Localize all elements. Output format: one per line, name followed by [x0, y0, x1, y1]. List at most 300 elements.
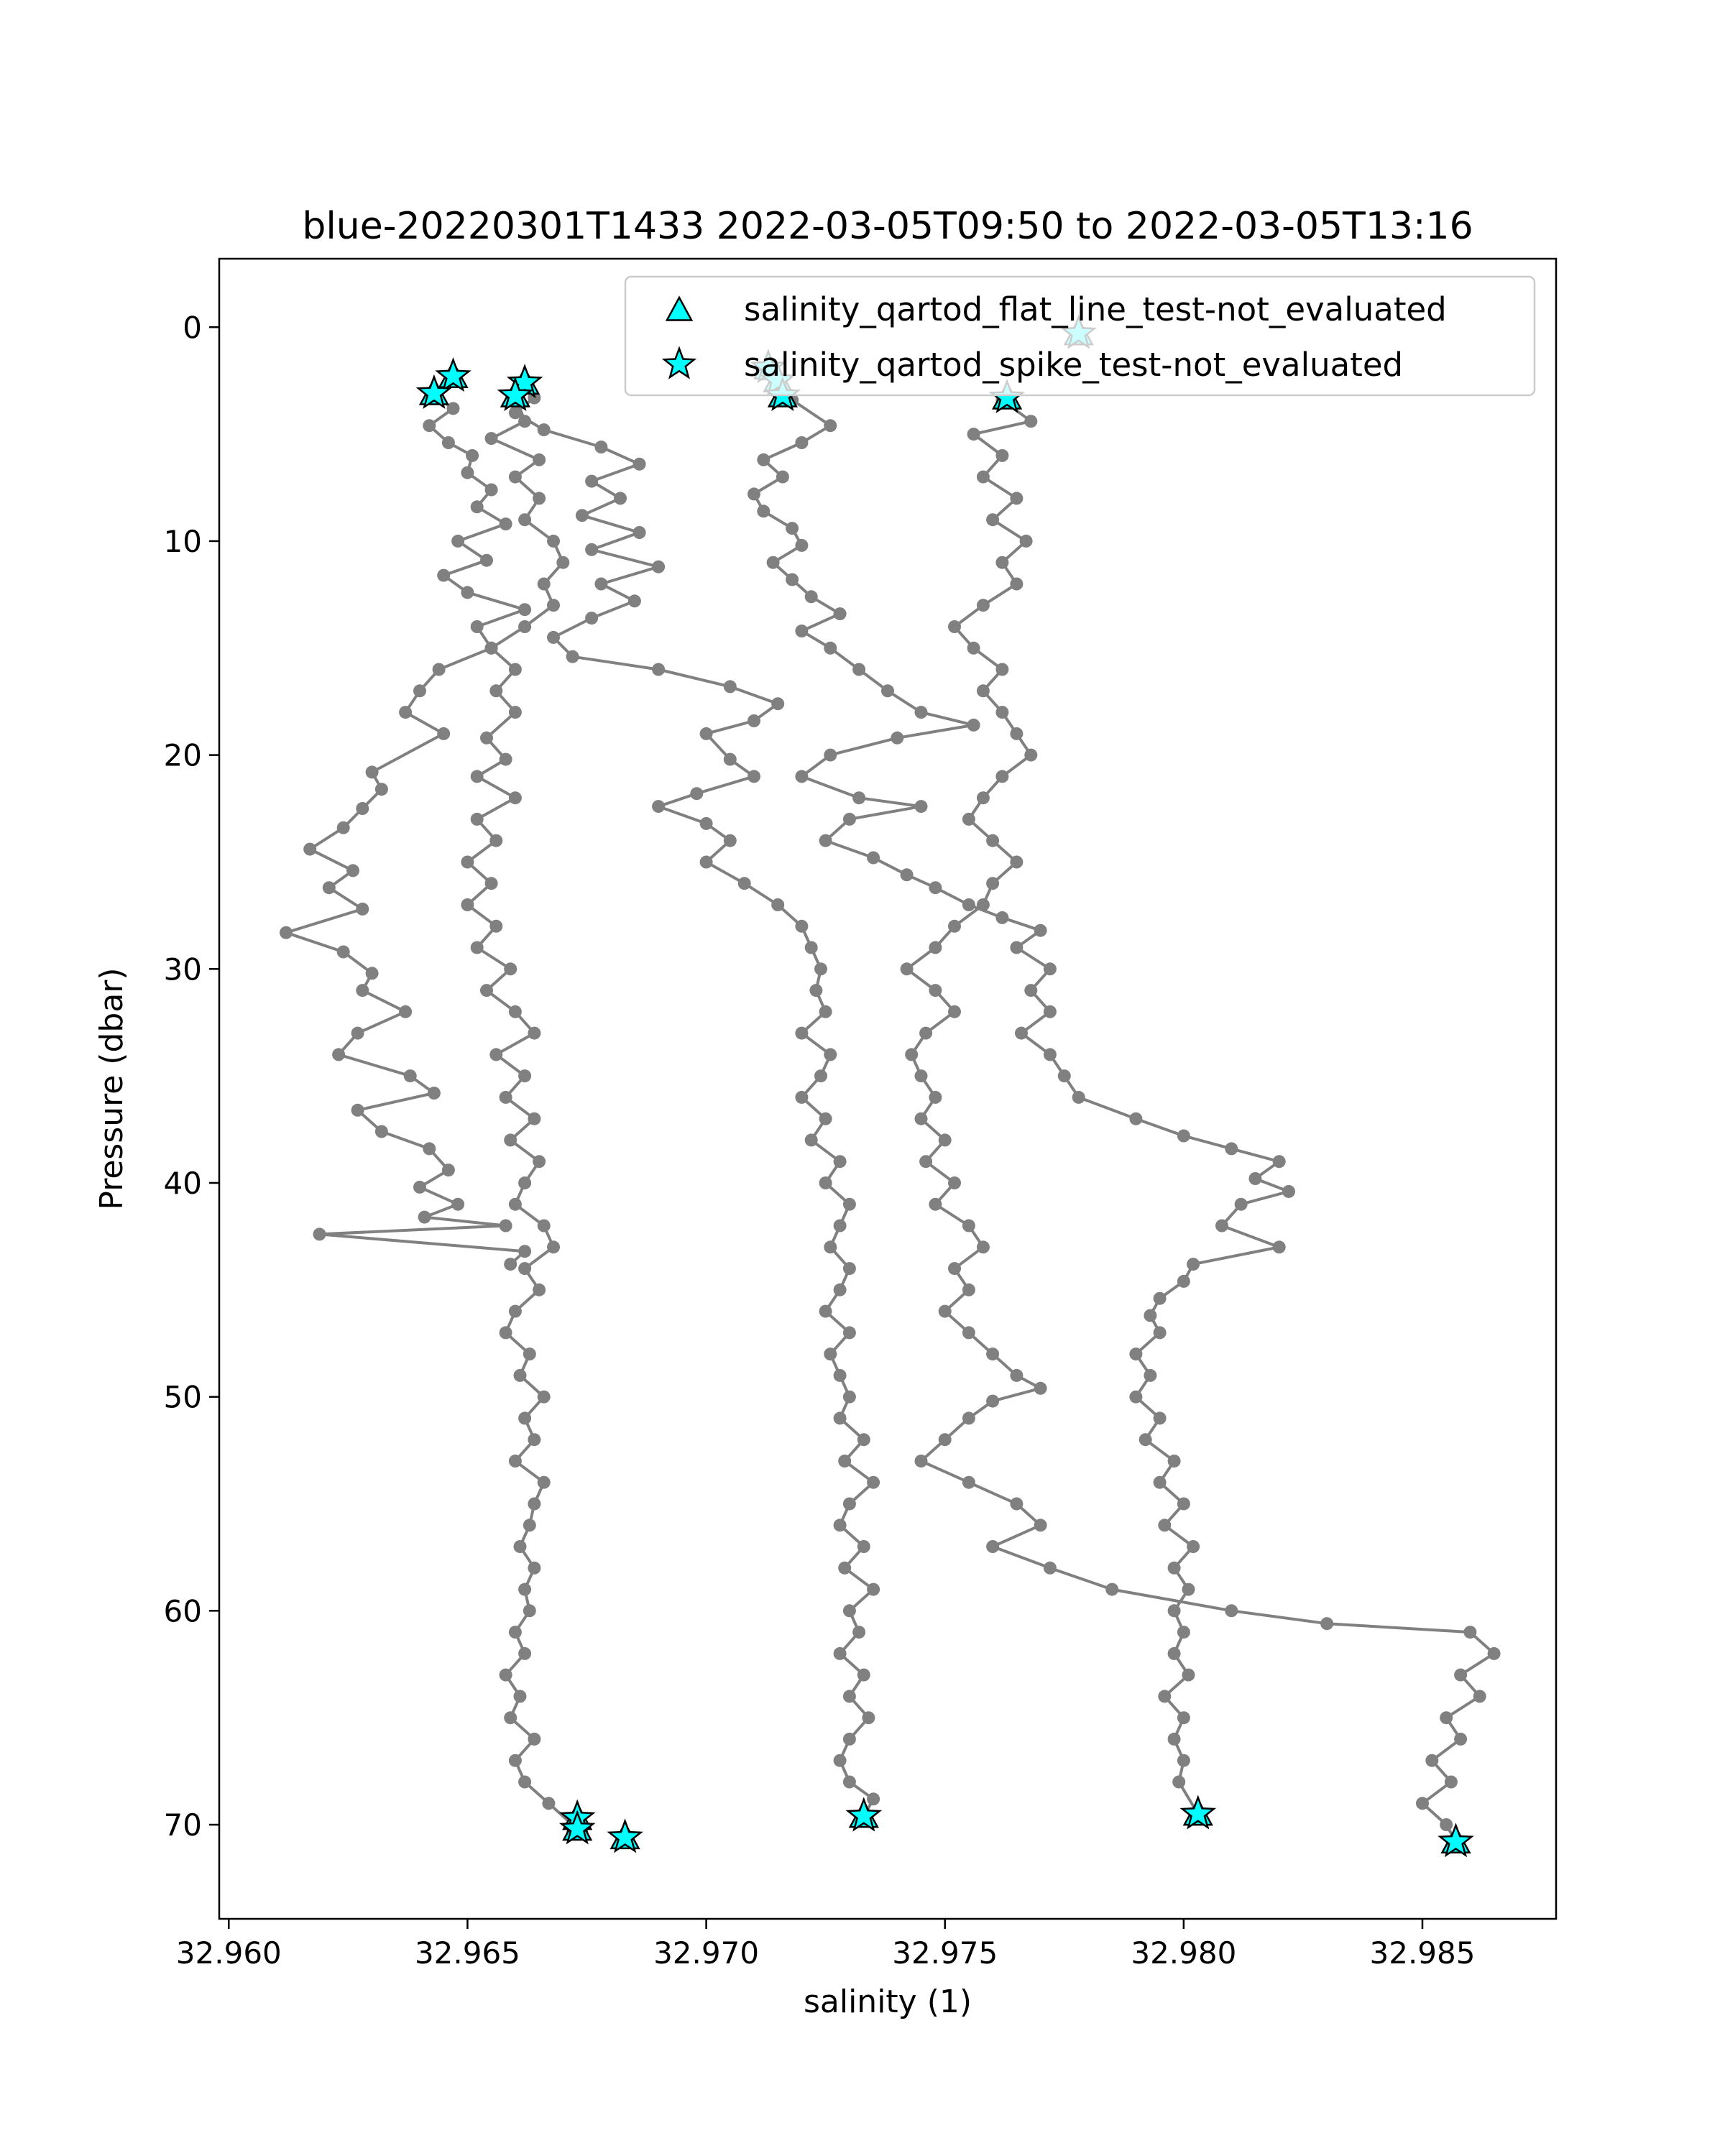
profile-point: [337, 946, 350, 959]
profile-point: [1010, 941, 1023, 954]
legend-label: salinity_qartod_spike_test-not_evaluated: [744, 346, 1404, 384]
profile-point: [538, 1476, 551, 1489]
y-tick-label: 20: [163, 737, 202, 773]
profile-point: [485, 432, 498, 445]
profile-point: [518, 1069, 531, 1082]
profile-point: [843, 1604, 856, 1617]
profile-point: [795, 539, 808, 552]
profile-point: [1282, 1185, 1295, 1198]
profile-point: [504, 1133, 517, 1146]
profile-point: [1010, 727, 1023, 740]
profile-point: [852, 1626, 865, 1639]
profile-point: [533, 453, 546, 466]
profile-point: [977, 599, 990, 612]
profile-point: [939, 1133, 952, 1146]
profile-point: [1158, 1519, 1171, 1531]
profile-point: [518, 620, 531, 633]
profile-point: [528, 1733, 540, 1746]
profile-point: [834, 1155, 847, 1168]
profile-point: [834, 1220, 847, 1233]
profile-point: [995, 556, 1008, 569]
profile-point: [1187, 1258, 1200, 1271]
profile-point: [948, 1262, 961, 1275]
profile-point: [995, 449, 1008, 462]
profile-point: [471, 770, 484, 783]
profile-point: [1416, 1797, 1429, 1810]
profile-point: [509, 1754, 522, 1767]
profile-point: [509, 1005, 522, 1018]
profile-point: [862, 1711, 875, 1724]
profile-point: [514, 1690, 527, 1703]
profile-point: [1463, 1626, 1476, 1639]
profile-point: [757, 505, 770, 517]
y-tick-label: 60: [163, 1593, 202, 1629]
profile-point: [509, 706, 522, 719]
profile-point: [1172, 1776, 1185, 1789]
profile-point: [518, 1776, 531, 1789]
profile-point: [901, 962, 914, 975]
profile-point: [929, 984, 942, 997]
profile-point: [538, 1220, 551, 1233]
y-tick-label: 10: [163, 523, 202, 559]
profile-point: [547, 599, 560, 612]
profile-point: [948, 1176, 961, 1189]
profile-point: [500, 517, 512, 530]
profile-point: [776, 471, 789, 484]
profile-point: [509, 663, 522, 676]
profile-point: [514, 1369, 527, 1382]
profile-point: [948, 620, 961, 633]
profile-point: [489, 920, 502, 933]
profile-point: [1273, 1155, 1286, 1168]
profile-point: [485, 877, 498, 890]
profile-point: [1177, 1754, 1190, 1767]
profile-point: [542, 1797, 555, 1810]
profile-point: [1425, 1754, 1438, 1767]
profile-point: [771, 697, 784, 710]
profile-point: [533, 1155, 546, 1168]
profile-point: [485, 484, 498, 497]
profile-point: [843, 1262, 856, 1275]
profile-point: [351, 1027, 364, 1040]
profile-point: [857, 1540, 870, 1553]
profile-point: [485, 642, 498, 655]
profile-point: [518, 513, 531, 526]
profile-point: [1215, 1220, 1228, 1233]
profile-point: [538, 423, 551, 436]
profile-point: [1044, 1562, 1057, 1575]
profile-point: [1168, 1455, 1181, 1468]
profile-point: [867, 1583, 880, 1596]
profile-point: [528, 1027, 540, 1040]
profile-point: [303, 843, 316, 856]
profile-point: [518, 1647, 531, 1660]
profile-point: [814, 962, 827, 975]
profile-point: [834, 1369, 847, 1382]
profile-point: [967, 428, 980, 441]
profile-point: [995, 706, 1008, 719]
profile-point: [428, 1087, 441, 1100]
profile-point: [767, 556, 780, 569]
profile-point: [948, 920, 961, 933]
profile-point: [843, 1391, 856, 1404]
profile-point: [594, 578, 607, 591]
profile-point: [518, 603, 531, 616]
profile-point: [500, 1326, 512, 1339]
profile-point: [1129, 1112, 1142, 1125]
profile-point: [962, 1284, 975, 1296]
profile-point: [1034, 924, 1047, 937]
profile-point: [795, 770, 808, 783]
profile-point: [824, 749, 837, 762]
profile-point: [1235, 1198, 1248, 1211]
profile-point: [1034, 1519, 1047, 1531]
profile-point: [834, 607, 847, 620]
profile-point: [1182, 1583, 1195, 1596]
profile-point: [824, 1240, 837, 1253]
profile-point: [1129, 1348, 1142, 1360]
profile-point: [915, 1112, 928, 1125]
profile-point: [451, 1198, 464, 1211]
profile-point: [700, 817, 713, 830]
profile-point: [1187, 1540, 1200, 1553]
profile-point: [724, 834, 737, 847]
profile-point: [366, 967, 379, 980]
profile-point: [500, 1669, 512, 1682]
profile-point: [523, 1519, 536, 1531]
profile-point: [986, 1540, 999, 1553]
profile-point: [1154, 1326, 1167, 1339]
profile-point: [423, 1142, 436, 1155]
profile-point: [834, 1411, 847, 1424]
y-axis-label: Pressure (dbar): [93, 967, 130, 1210]
profile-point: [1177, 1711, 1190, 1724]
y-tick-label: 50: [163, 1379, 202, 1415]
profile-point: [471, 941, 484, 954]
profile-point: [1225, 1142, 1238, 1155]
profile-point: [471, 620, 484, 633]
profile-point: [962, 813, 975, 826]
profile-point: [442, 1164, 455, 1176]
profile-point: [500, 1091, 512, 1104]
profile-point: [805, 590, 818, 603]
profile-point: [805, 1133, 818, 1146]
profile-point: [977, 1240, 990, 1253]
profile-point: [948, 1005, 961, 1018]
profile-point: [594, 441, 607, 453]
profile-point: [1168, 1647, 1181, 1660]
profile-point: [852, 791, 865, 804]
profile-point: [652, 800, 665, 813]
profile-point: [489, 834, 502, 847]
profile-point: [995, 770, 1008, 783]
profile-point: [819, 1112, 832, 1125]
profile-point: [857, 1669, 870, 1682]
profile-point: [1010, 1369, 1023, 1382]
profile-point: [538, 1391, 551, 1404]
profile-point: [867, 1476, 880, 1489]
profile-point: [843, 1690, 856, 1703]
profile-point: [514, 1540, 527, 1553]
profile-point: [500, 753, 512, 766]
profile-point: [843, 1733, 856, 1746]
profile-point: [738, 877, 751, 890]
profile-point: [633, 526, 646, 539]
profile-point: [1010, 1498, 1023, 1511]
profile-point: [628, 594, 641, 607]
profile-point: [700, 856, 713, 869]
profile-point: [1182, 1669, 1195, 1682]
profile-point: [915, 1455, 928, 1468]
profile-point: [528, 1562, 540, 1575]
profile-point: [509, 471, 522, 484]
profile-point: [977, 471, 990, 484]
profile-point: [986, 1348, 999, 1360]
profile-point: [504, 962, 517, 975]
profile-point: [547, 631, 560, 644]
profile-point: [834, 1754, 847, 1767]
profile-point: [1015, 1027, 1028, 1040]
profile-point: [1024, 415, 1037, 428]
profile-point: [786, 522, 799, 535]
profile-point: [795, 920, 808, 933]
profile-point: [418, 1211, 431, 1224]
profile-point: [977, 684, 990, 697]
profile-point: [977, 791, 990, 804]
profile-point: [1440, 1711, 1453, 1724]
profile-point: [1168, 1733, 1181, 1746]
profile-point: [437, 569, 450, 582]
profile-point: [939, 1433, 952, 1446]
profile-point: [857, 1433, 870, 1446]
profile-point: [962, 898, 975, 911]
profile-point: [437, 727, 450, 740]
chart-title: blue-20220301T1433 2022-03-05T09:50 to 2022-03-05T13:16: [302, 205, 1473, 248]
profile-point: [375, 783, 388, 796]
profile-point: [1454, 1733, 1467, 1746]
profile-point: [614, 492, 627, 505]
profile-point: [332, 1048, 345, 1061]
x-tick-label: 32.975: [892, 1935, 998, 1971]
profile-point: [748, 770, 760, 783]
profile-point: [748, 714, 760, 727]
profile-point: [814, 1069, 827, 1082]
profile-point: [967, 719, 980, 732]
profile-point: [919, 1027, 932, 1040]
profile-point: [915, 800, 928, 813]
profile-point: [929, 881, 942, 894]
profile-point: [323, 881, 336, 894]
profile-point: [1139, 1433, 1152, 1446]
profile-point: [509, 406, 522, 419]
profile-point: [929, 1091, 942, 1104]
profile-point: [504, 1258, 517, 1271]
profile-point: [528, 1112, 540, 1125]
profile-point: [633, 458, 646, 471]
profile-point: [480, 984, 493, 997]
profile-point: [461, 586, 474, 599]
profile-point: [690, 787, 703, 800]
profile-point: [805, 941, 818, 954]
profile-point: [843, 1498, 856, 1511]
profile-point: [509, 791, 522, 804]
profile-point: [518, 1411, 531, 1424]
profile-point: [986, 877, 999, 890]
profile-point: [962, 1326, 975, 1339]
profile-point: [986, 834, 999, 847]
profile-point: [1010, 578, 1023, 591]
profile-point: [795, 1091, 808, 1104]
profile-point: [1044, 962, 1057, 975]
profile-point: [461, 856, 474, 869]
profile-point: [1129, 1391, 1142, 1404]
profile-point: [356, 903, 369, 916]
profile-point: [1154, 1476, 1167, 1489]
profile-point: [1010, 492, 1023, 505]
profile-point: [1177, 1626, 1190, 1639]
profile-point: [834, 1647, 847, 1660]
profile-point: [1044, 1048, 1057, 1061]
profile-point: [509, 1455, 522, 1468]
profile-point: [1177, 1498, 1190, 1511]
profile-point: [995, 663, 1008, 676]
profile-point: [528, 1433, 540, 1446]
profile-point: [843, 1776, 856, 1789]
profile-point: [838, 1562, 851, 1575]
profile-point: [1072, 1091, 1085, 1104]
x-tick-label: 32.980: [1131, 1935, 1237, 1971]
profile-point: [834, 1519, 847, 1531]
profile-point: [881, 684, 894, 697]
profile-point: [518, 1245, 531, 1258]
profile-point: [500, 1220, 512, 1233]
profile-point: [518, 1176, 531, 1189]
profile-point: [1154, 1292, 1167, 1305]
profile-point: [824, 642, 837, 655]
x-tick-label: 32.965: [414, 1935, 520, 1971]
profile-point: [843, 1326, 856, 1339]
profile-point: [489, 1048, 502, 1061]
profile-point: [313, 1227, 326, 1240]
profile-point: [337, 821, 350, 834]
profile-point: [461, 898, 474, 911]
profile-point: [423, 419, 436, 432]
x-tick-label: 32.960: [175, 1935, 282, 1971]
profile-point: [819, 1005, 832, 1018]
profile-point: [489, 684, 502, 697]
profile-point: [919, 1155, 932, 1168]
profile-point: [786, 573, 799, 586]
profile-point: [1320, 1617, 1333, 1630]
profile-point: [652, 561, 665, 573]
profile-point: [366, 765, 379, 778]
profile-point: [1144, 1369, 1156, 1382]
profile-point: [929, 1198, 942, 1211]
profile-point: [523, 1348, 536, 1360]
profile-point: [929, 941, 942, 954]
x-tick-label: 32.985: [1369, 1935, 1476, 1971]
profile-point: [399, 1005, 412, 1018]
x-axis-label: salinity (1): [803, 1984, 972, 2020]
profile-point: [351, 1104, 364, 1117]
profile-point: [356, 802, 369, 815]
profile-point: [795, 625, 808, 637]
profile-point: [1144, 1309, 1156, 1322]
profile-point: [867, 852, 880, 865]
profile-point: [356, 984, 369, 997]
profile-point: [748, 487, 760, 500]
profile-point: [1249, 1172, 1262, 1185]
profile-point: [533, 1284, 546, 1296]
profile-point: [461, 466, 474, 479]
profile-point: [556, 556, 569, 569]
profile-point: [891, 732, 903, 745]
profile-point: [585, 475, 598, 488]
profile-point: [523, 1604, 536, 1617]
profile-point: [1020, 535, 1033, 548]
profile-point: [1177, 1275, 1190, 1288]
profile-point: [1273, 1240, 1286, 1253]
profile-point: [509, 1626, 522, 1639]
profile-point: [995, 911, 1008, 924]
y-tick-label: 30: [163, 952, 202, 987]
profile-point: [1024, 984, 1037, 997]
profile-point: [819, 1305, 832, 1318]
profile-point: [433, 663, 446, 676]
y-tick-label: 0: [183, 310, 202, 346]
profile-point: [280, 926, 293, 939]
profile-point: [504, 1711, 517, 1724]
profile-point: [724, 680, 737, 693]
profile-point: [809, 984, 822, 997]
profile-point: [528, 1498, 540, 1511]
profile-point: [962, 1476, 975, 1489]
profile-point: [399, 706, 412, 719]
profile-point: [1177, 1130, 1190, 1143]
profile-point: [1158, 1690, 1171, 1703]
profile-point: [538, 578, 551, 591]
profile-point: [1225, 1604, 1238, 1617]
profile-point: [518, 1262, 531, 1275]
profile-point: [915, 1069, 928, 1082]
profile-point: [1445, 1776, 1458, 1789]
profile-point: [447, 402, 460, 415]
profile-point: [547, 1240, 560, 1253]
profile-point: [509, 1305, 522, 1318]
profile-point: [757, 453, 770, 466]
profile-point: [442, 436, 455, 449]
profile-point: [1058, 1069, 1071, 1082]
profile-point: [1440, 1818, 1453, 1831]
profile-point: [962, 1220, 975, 1233]
y-tick-label: 40: [163, 1165, 202, 1201]
profile-point: [547, 535, 560, 548]
profile-point: [843, 1198, 856, 1211]
profile-point: [700, 727, 713, 740]
profile-point: [915, 706, 928, 719]
profile-point: [967, 642, 980, 655]
profile-point: [986, 513, 999, 526]
profile-point: [939, 1305, 952, 1318]
profile-point: [404, 1069, 417, 1082]
profile-point: [1024, 749, 1037, 762]
profile-point: [977, 898, 990, 911]
profile-point: [962, 1411, 975, 1424]
profile-point: [852, 663, 865, 676]
profile-point: [480, 732, 493, 745]
profile-point: [824, 419, 837, 432]
profile-point: [471, 813, 484, 826]
